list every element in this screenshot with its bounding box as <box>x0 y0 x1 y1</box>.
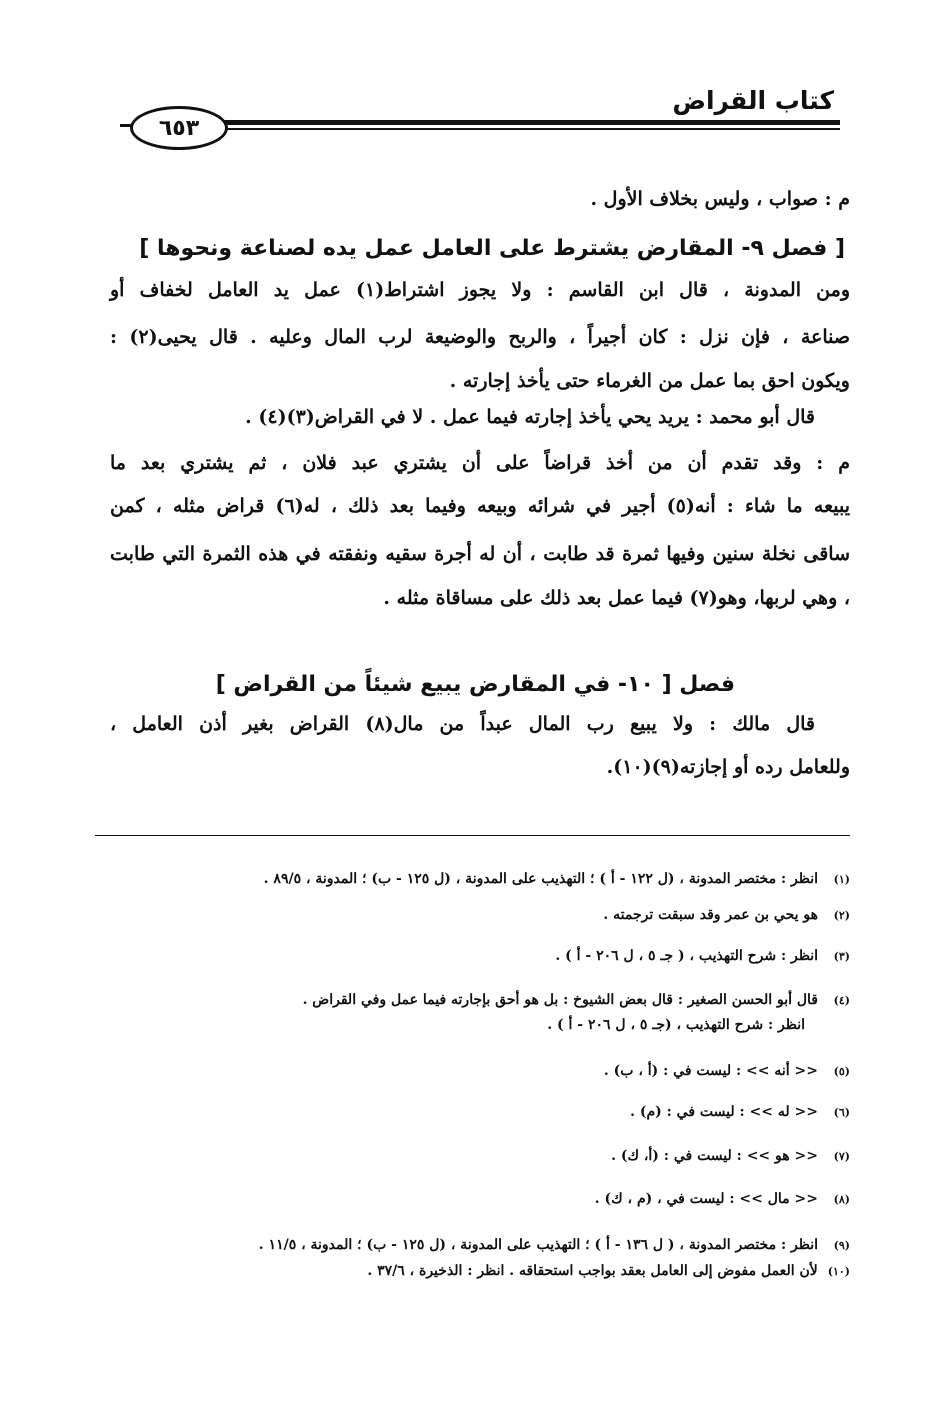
footnote-1 <box>264 871 850 888</box>
footnote-5 <box>604 1063 850 1080</box>
text-line: ومن المدونة ، قال ابن القاسم : ولا يجوز اشتراط(١) عمل يد العامل لخفاف أو <box>110 279 850 301</box>
footnote-mark: (١٠) <box>827 1265 850 1278</box>
text-line: يبيعه ما شاء : أنه(٥) أجير في شرائه وبيعه وفيما بعد ذلك ، له(٦) قراض مثله ، كمن <box>110 495 851 517</box>
footnote-3 <box>555 948 850 965</box>
footnote-4 <box>303 992 850 1009</box>
footnote-7 <box>611 1148 850 1165</box>
text-line: قال مالك : ولا يبيع رب المال عبداً من مال(٨) القراض بغير أذن العامل ، <box>110 713 815 735</box>
footnote-text: انظر : مختصر المدونة ، (ل ١٢٢ - أ ) ؛ التهذيب على المدونة ، (ل ١٢٥ - ب) ؛ المدونة ، ٨٩/٥ . <box>263 871 818 887</box>
text-line: م : وقد تقدم أن من أخذ قراضاً على أن يشتري عبد فلان ، ثم يشتري بعد ما <box>110 452 850 474</box>
footnote-4-continuation: انظر : شرح التهذيب ، (جـ ٥ ، ل ٢٠٦ - أ ) . <box>547 1017 805 1033</box>
footnote-text: انظر : شرح التهذيب ، ( جـ ٥ ، ل ٢٠٦ - أ ) . <box>555 948 818 964</box>
footnote-mark: (٩) <box>833 1239 850 1252</box>
section-heading-9: [ فصل ٩- المقارض يشترط على العامل عمل يده لصناعة ونحوها ] <box>139 236 845 261</box>
footnote-text: انظر : مختصر المدونة ، ( ل ١٣٦ - أ ) ؛ التهذيب على المدونة ، (ل ١٢٥ - ب) ؛ المدونة ، ١١/٥ . <box>258 1237 818 1253</box>
text-line: ويكون احق بما عمل من الغرماء حتى يأخذ إجارته . <box>449 370 850 392</box>
footnote-mark: (٤) <box>833 994 850 1007</box>
header-rule-thin <box>220 128 840 130</box>
footnote-mark: (٧) <box>833 1150 850 1163</box>
footnote-8 <box>595 1191 850 1208</box>
footnote-10 <box>367 1263 850 1280</box>
text-line: وللعامل رده أو إجازته(٩)(١٠). <box>606 756 850 778</box>
footnote-rule <box>95 835 850 836</box>
footnote-text: << أنه >> : ليست في : (أ ، ب) . <box>603 1063 818 1079</box>
text-line: م : صواب ، وليس بخلاف الأول . <box>590 188 850 210</box>
footnote-mark: (٨) <box>833 1193 850 1206</box>
text-line: قال أبو محمد : يريد يحي يأخذ إجارته فيما عمل . لا في القراض(٣)(٤) . <box>245 406 815 428</box>
running-header <box>120 86 840 150</box>
text-line: ، وهي لربها، وهو(٧) فيما عمل بعد ذلك على مساقاة مثله . <box>383 587 850 609</box>
text-line: ساقى نخلة سنين وفيها ثمرة قد طابت ، أن له أجرة سقيه ونفقته في هذه الثمرة التي طابت <box>110 543 850 565</box>
footnote-mark: (٦) <box>833 1106 850 1119</box>
page-number: ٦٥٣ <box>130 106 228 150</box>
footnote-text: لأن العمل مفوض إلى العامل بعقد بواجب استحقاقه . انظر : الذخيرة ، ٣٧/٦ . <box>367 1263 818 1279</box>
text-line: صناعة ، فإن نزل : كان أجيراً ، والربح والوضيعة لرب المال وعليه . قال يحيى(٢) : <box>110 326 850 348</box>
footnote-mark: (٥) <box>833 1065 850 1078</box>
footnote-text: قال أبو الحسن الصغير : قال بعض الشيوخ : بل هو أحق بإجارته فيما عمل وفي القراض . <box>302 992 818 1008</box>
footnote-text: << مال >> : ليست في ، (م ، ك) . <box>594 1191 818 1207</box>
header-rule <box>220 120 840 125</box>
book-title: كتاب القراض <box>672 86 834 115</box>
footnote-2 <box>603 907 850 924</box>
footnote-text: << له >> : ليست في : (م) . <box>630 1104 818 1120</box>
section-heading-10: فصل [ ١٠- في المقارض يبيع شيئاً من القراض ] <box>215 672 735 697</box>
footnote-mark: (١) <box>833 873 850 886</box>
footnote-text: هو يحي بن عمر وقد سبقت ترجمته . <box>603 907 818 923</box>
footnote-6 <box>630 1104 850 1121</box>
footnote-mark: (٢) <box>833 909 850 922</box>
footnote-9 <box>259 1237 850 1254</box>
footnote-mark: (٣) <box>833 950 850 963</box>
footnote-text: << هو >> : ليست في : (أ، ك) . <box>611 1148 818 1164</box>
